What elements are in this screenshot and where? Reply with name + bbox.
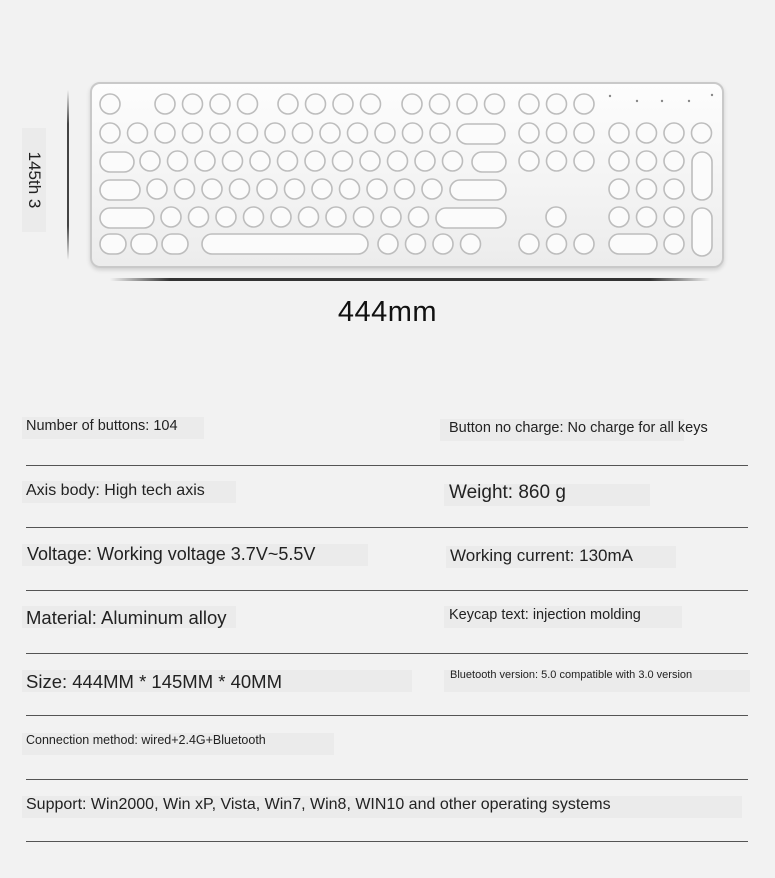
- keycap: [637, 123, 657, 143]
- keycap: [367, 179, 387, 199]
- spec-weight: Weight: 860 g: [449, 482, 566, 503]
- indicator-light: [661, 100, 663, 102]
- keycap: [333, 94, 353, 114]
- keycap: [210, 123, 230, 143]
- spec-buttons: Number of buttons: 104: [26, 418, 178, 434]
- keycap: [128, 123, 148, 143]
- keycap: [403, 123, 423, 143]
- keycap: [430, 123, 450, 143]
- keycap: [692, 123, 712, 143]
- keycap: [299, 207, 319, 227]
- keycap: [485, 94, 505, 114]
- keycap: [692, 152, 712, 200]
- keycap: [637, 179, 657, 199]
- keycap: [285, 179, 305, 199]
- indicator-light: [711, 94, 713, 96]
- divider: [26, 527, 748, 528]
- keycap: [574, 234, 594, 254]
- height-dimension-label: [22, 128, 46, 232]
- keycap: [375, 123, 395, 143]
- indicator-light: [688, 100, 690, 102]
- keycap: [378, 234, 398, 254]
- keycap: [189, 207, 209, 227]
- keycap: [278, 151, 298, 171]
- keycap: [168, 151, 188, 171]
- keycap: [223, 151, 243, 171]
- keycap: [230, 179, 250, 199]
- keycap: [140, 151, 160, 171]
- keycap: [250, 151, 270, 171]
- keycap: [664, 234, 684, 254]
- keyboard-image: [90, 82, 724, 268]
- keycap: [100, 180, 140, 200]
- keycap: [637, 151, 657, 171]
- keycap: [402, 94, 422, 114]
- keycap: [202, 179, 222, 199]
- divider: [26, 779, 748, 780]
- keycap: [155, 123, 175, 143]
- keycap: [664, 179, 684, 199]
- keycap: [340, 179, 360, 199]
- keycap: [395, 179, 415, 199]
- keycap: [265, 123, 285, 143]
- keycap: [100, 208, 154, 228]
- spec-axis-body: Axis body: High tech axis: [26, 482, 205, 499]
- keycap: [574, 94, 594, 114]
- keycap: [381, 207, 401, 227]
- keycap: [326, 207, 346, 227]
- indicator-light: [609, 95, 611, 97]
- keycap: [664, 207, 684, 227]
- keycap: [210, 94, 230, 114]
- keycap: [388, 151, 408, 171]
- keycap: [609, 151, 629, 171]
- keycap: [547, 94, 567, 114]
- height-dimension-line: [67, 90, 69, 260]
- keycap: [271, 207, 291, 227]
- keycap: [609, 123, 629, 143]
- keycap: [278, 94, 298, 114]
- keycap: [293, 123, 313, 143]
- keycap: [436, 208, 506, 228]
- height-dimension-text: 145th 3: [25, 151, 44, 209]
- keycap: [409, 207, 429, 227]
- keycap: [519, 94, 539, 114]
- keycap: [546, 207, 566, 227]
- keycap: [461, 234, 481, 254]
- spec-bluetooth: Bluetooth version: 5.0 compatible with 3.0 version: [450, 669, 693, 681]
- keycap: [100, 152, 134, 172]
- divider: [26, 715, 748, 716]
- keycap: [147, 179, 167, 199]
- keycap: [306, 94, 326, 114]
- indicator-light: [636, 100, 638, 102]
- keycap: [320, 123, 340, 143]
- spec-connection: Connection method: wired+2.4G+Bluetooth: [26, 733, 266, 747]
- keycap: [422, 179, 442, 199]
- keycap: [175, 179, 195, 199]
- keycap: [457, 124, 505, 144]
- keycap: [692, 208, 712, 256]
- keycap: [574, 123, 594, 143]
- keycap: [202, 234, 368, 254]
- keycap: [195, 151, 215, 171]
- keycap: [155, 94, 175, 114]
- spec-current: Working current: 130mA: [450, 546, 633, 565]
- keycap: [305, 151, 325, 171]
- spec-voltage: Voltage: Working voltage 3.7V~5.5V: [27, 544, 316, 564]
- spec-support: Support: Win2000, Win xP, Vista, Win7, Win8, WIN10 and other operating systems: [26, 796, 611, 813]
- keycap: [574, 151, 594, 171]
- spec-material: Material: Aluminum alloy: [26, 607, 227, 628]
- spec-size: Size: 444MM * 145MM * 40MM: [26, 671, 283, 692]
- keycap: [354, 207, 374, 227]
- keycap: [519, 151, 539, 171]
- keycap: [333, 151, 353, 171]
- keycap: [430, 94, 450, 114]
- spec-keycap: Keycap text: injection molding: [449, 607, 641, 623]
- keycap: [443, 151, 463, 171]
- keycap: [216, 207, 236, 227]
- keycap: [433, 234, 453, 254]
- spec-button-charge: Button no charge: No charge for all keys: [449, 420, 708, 436]
- keycap: [238, 123, 258, 143]
- keyboard-keys-illustration: [92, 84, 722, 266]
- keycap: [472, 152, 506, 172]
- keycap: [361, 94, 381, 114]
- keycap: [238, 94, 258, 114]
- divider: [26, 465, 748, 466]
- width-dimension-line: [110, 278, 710, 281]
- keycap: [183, 94, 203, 114]
- keycap: [664, 151, 684, 171]
- keycap: [406, 234, 426, 254]
- keycap: [100, 94, 120, 114]
- keycap: [457, 94, 477, 114]
- divider: [26, 841, 748, 842]
- keycap: [637, 207, 657, 227]
- keycap: [519, 234, 539, 254]
- keycap: [609, 234, 657, 254]
- keycap: [547, 234, 567, 254]
- keycap: [415, 151, 435, 171]
- divider: [26, 590, 748, 591]
- keycap: [312, 179, 332, 199]
- keycap: [609, 179, 629, 199]
- keycap: [100, 234, 126, 254]
- keycap: [547, 123, 567, 143]
- keycap: [348, 123, 368, 143]
- keycap: [131, 234, 157, 254]
- keycap: [450, 180, 506, 200]
- keycap: [257, 179, 277, 199]
- keycap: [519, 123, 539, 143]
- keycap: [161, 207, 181, 227]
- keycap: [664, 123, 684, 143]
- keycap: [547, 151, 567, 171]
- keycap: [162, 234, 188, 254]
- keycap: [100, 123, 120, 143]
- keycap: [183, 123, 203, 143]
- divider: [26, 653, 748, 654]
- width-dimension-label: 444mm: [337, 296, 438, 328]
- keycap: [360, 151, 380, 171]
- keycap: [609, 207, 629, 227]
- keycap: [244, 207, 264, 227]
